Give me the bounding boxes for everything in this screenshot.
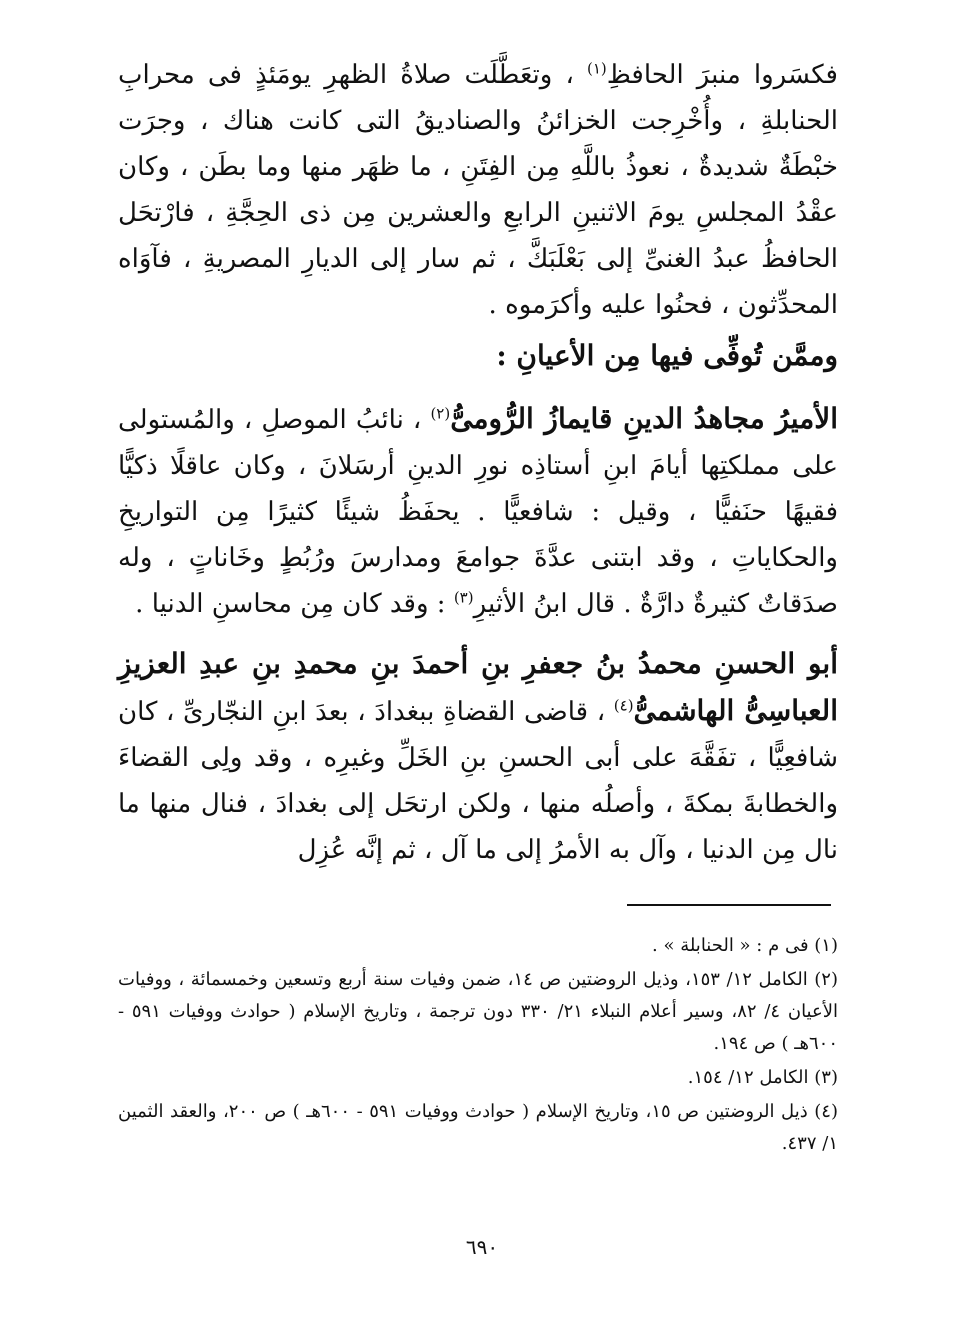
biography-abbasi-name: أبو الحسنِ محمدُ بنُ جعفرِ بنِ أحمدَ بنِ محمدِ بنِ عبدِ العزيزِ العباسِىُّ الهاشمىُّ xyxy=(118,647,838,727)
main-text xyxy=(118,52,838,873)
biography-abbasi-text: ، قاضى القضاةِ ببغدادَ ، بعدَ ابنِ النجّارىِّ ، كان شافعِيًّا ، تفَقَّهَ على أبى الحسنِ بنِ الخَلِّ وغيرِه ، وقد ولِى القضاءَ والخطابةَ بمكةَ ، وأصلُه منها ، ولكن ارتحَل إلى بغدادَ ، فنال منها ما نال مِن الدنيا ، وآل به الأمرُ إلى ما آل ، ثم إنَّه عُزِل xyxy=(118,697,838,865)
biography-qaymaz-name: الأميرُ مجاهدُ الدينِ قايمازُ الرُّومىُّ xyxy=(450,402,838,435)
footnote-1: (١) فى م : « الحنابلة » . xyxy=(652,935,838,956)
section-heading: وممَّن تُوفِّى فيها مِن الأعيانِ : xyxy=(496,339,838,372)
footnote-ref-4: (٤) xyxy=(613,696,634,715)
footnotes xyxy=(118,930,838,1162)
footnote-ref-1: (١) xyxy=(586,59,607,78)
footnote-2: (٢) الكامل ١٢/ ١٥٣، وذيل الروضتين ص ١٤، ضمن وفيات سنة أربع وتسعين وخمسمائة ، ووفيات الأعيان ٤/ ٨٢، وسير أعلام النبلاء ٢١/ ٣٣٠ دون ترجمة ، وتاريخ الإسلام ( حوادث ووفيات ٥٩١ - ٦٠٠هـ ) ص ١٩٤. xyxy=(118,969,838,1054)
biography-qaymaz-text: ، نائبُ الموصلِ ، والمُستولى على مملكتِها أيامَ ابنِ أستاذِه نورِ الدينِ أرسَلانَ ، وكان عاقلًا ذكيًّا فقيهًا حنَفيًّا ، وقيل : شافعيًّا . يحفَظُ شيئًا كثيرًا مِن التواريخِ والحكاياتِ ، وقد ابتنى عدَّةَ جوامعَ ومدارسَ ورُبُطٍ وخَاناتٍ ، وله صدَقاتٌ كثيرةٌ دارَّةٌ . قال ابنُ الأثيرِ xyxy=(118,405,838,619)
biography-abbasi xyxy=(118,641,838,873)
paragraph-1-start: فكسَروا منبرَ الحافظِ xyxy=(606,60,838,90)
footnote-4: (٤) ذيل الروضتين ص ١٥، وتاريخ الإسلام ( حوادث ووفيات ٥٩١ - ٦٠٠هـ ) ص ٢٠٠، والعقد الثمين ١/ ٤٣٧. xyxy=(118,1101,838,1154)
paragraph-1 xyxy=(118,52,838,328)
footnote-3: (٣) الكامل ١٢/ ١٥٤. xyxy=(687,1067,838,1088)
footnote-divider xyxy=(627,904,831,906)
footnote-ref-3: (٣) xyxy=(453,588,474,607)
biography-qaymaz-text-end: : وقد كان مِن محاسنِ الدنيا . xyxy=(135,589,454,619)
page-number: ٦٩٠ xyxy=(465,1235,499,1259)
footnote-ref-2: (٢) xyxy=(430,404,451,423)
biography-qaymaz xyxy=(118,396,838,627)
paragraph-1-rest: ، وتعَطَّلَت صلاةُ الظهرِ يومَئذٍ فى محرابِ الحنابلةِ ، وأُخْرِجت الخزائنُ والصناديقُ التى كانت هناك ، وجرَت خبْطَةٌ شديدةٌ ، نعوذُ باللَّهِ مِن الفِتَنِ ، ما ظهَر منها وما بطَن ، وكان عقْدُ المجلسِ يومَ الاثنينِ الرابعِ والعشرين مِن ذى الحِجَّةِ ، فارْتحَل الحافظُ عبدُ الغنىِّ إلى بَعْلَبَكَّ ، ثم سار إلى الديارِ المصريةِ ، فآوَاه المحدِّثون ، فحنُوا عليه وأكرَموه . xyxy=(118,60,838,320)
